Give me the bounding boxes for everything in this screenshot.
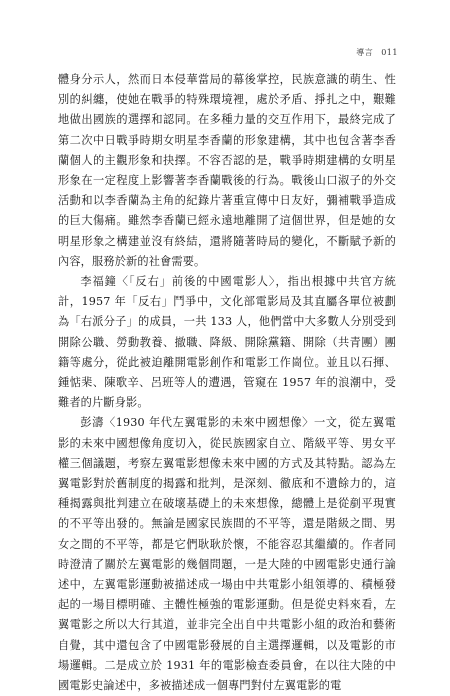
body-text [58, 70, 396, 696]
header-section-title: 導言 [356, 48, 374, 57]
paragraph-left-wing-film-summary: 彭濤〈1930 年代左翼電影的未來中國想像〉一文，從左翼電影的未來中國想像角度切入，從民族國家自立、階級平等、男女平權三個議題，考察左翼電影想像未來中國的方式及其特點。認為左翼電影對於舊制度的揭露和批判，是深刻、徹底和不遺餘力的，這種揭露與批判建立在破壞基礎上的未來想像，總體上是從剷平現實的不平等出發的。無論是國家民族間的不平等，還是階級之間、男女之間的不平等，都是它們耿耿於懷，不能容忍其繼續的。作者同時澄清了關於左翼電影的幾個問題，一是大陸的中國電影史通行論述中，左翼電影運動被描述成一場由中共電影小組領導的、積極發起的一場目標明確、主體性極強的電影運動。但是從史料來看，左翼電影之所以大行其道，並非完全出自中共電影小組的政治和藝術自覺，其中還包含了中國電影發展的自主選擇邏輯，以及電影的市場邏輯。二是成立於 1931 年的電影檢查委員會，在以往大陸的中國電影史論述中，多被描述成一個專門對付左翼電影的電 [58, 416, 396, 693]
paragraph-li-xianglan-summary: 體身分示人，然而日本侵華當局的幕後掌控，民族意識的萌生、性別的糾纏，使她在戰爭的特殊環境裡，處於矛盾、掙扎之中，艱難地做出國族的選擇和認同。在多種力量的交互作用下，最終完成了第二次中日戰爭時期女明星李香蘭的形象建構，其中也包含著李香蘭個人的主觀形象和抉擇。不容否認的是，戰爭時期建構的女明星形象在一定程度上影響著李香蘭戰後的行為。戰後山口淑子的外交活動和以李香蘭為主角的紀錄片著重宣傳中日友好，彌補戰爭造成的巨大傷痛。雖然李香蘭已經永遠地離開了這個世界，但是她的女明星形象之構建並沒有終結，還將隨著時局的變化，不斷賦予新的內容，服務於新的社會需要。 [58, 73, 396, 268]
running-header [356, 47, 398, 58]
page-number: 011 [381, 48, 398, 57]
paragraph-anti-rightist-summary: 李福鐘〈「反右」前後的中國電影人〉，指出根據中共官方統計，1957 年「反右」鬥爭中，文化部電影局及其直屬各單位被劃為「右派分子」的成員，一共 133 人，他們當中大多數人分別受到開除公職、勞動教養、撤職、降級、開除黨籍、開除（共青團）團籍等處分，從此被迫離開電影創作和電影工作崗位。並且以石揮、鍾惦棐、陳歌辛、呂班等人的遭遇，管窺在 1957 年的浪潮中，受難者的片斷身影。 [58, 275, 396, 410]
